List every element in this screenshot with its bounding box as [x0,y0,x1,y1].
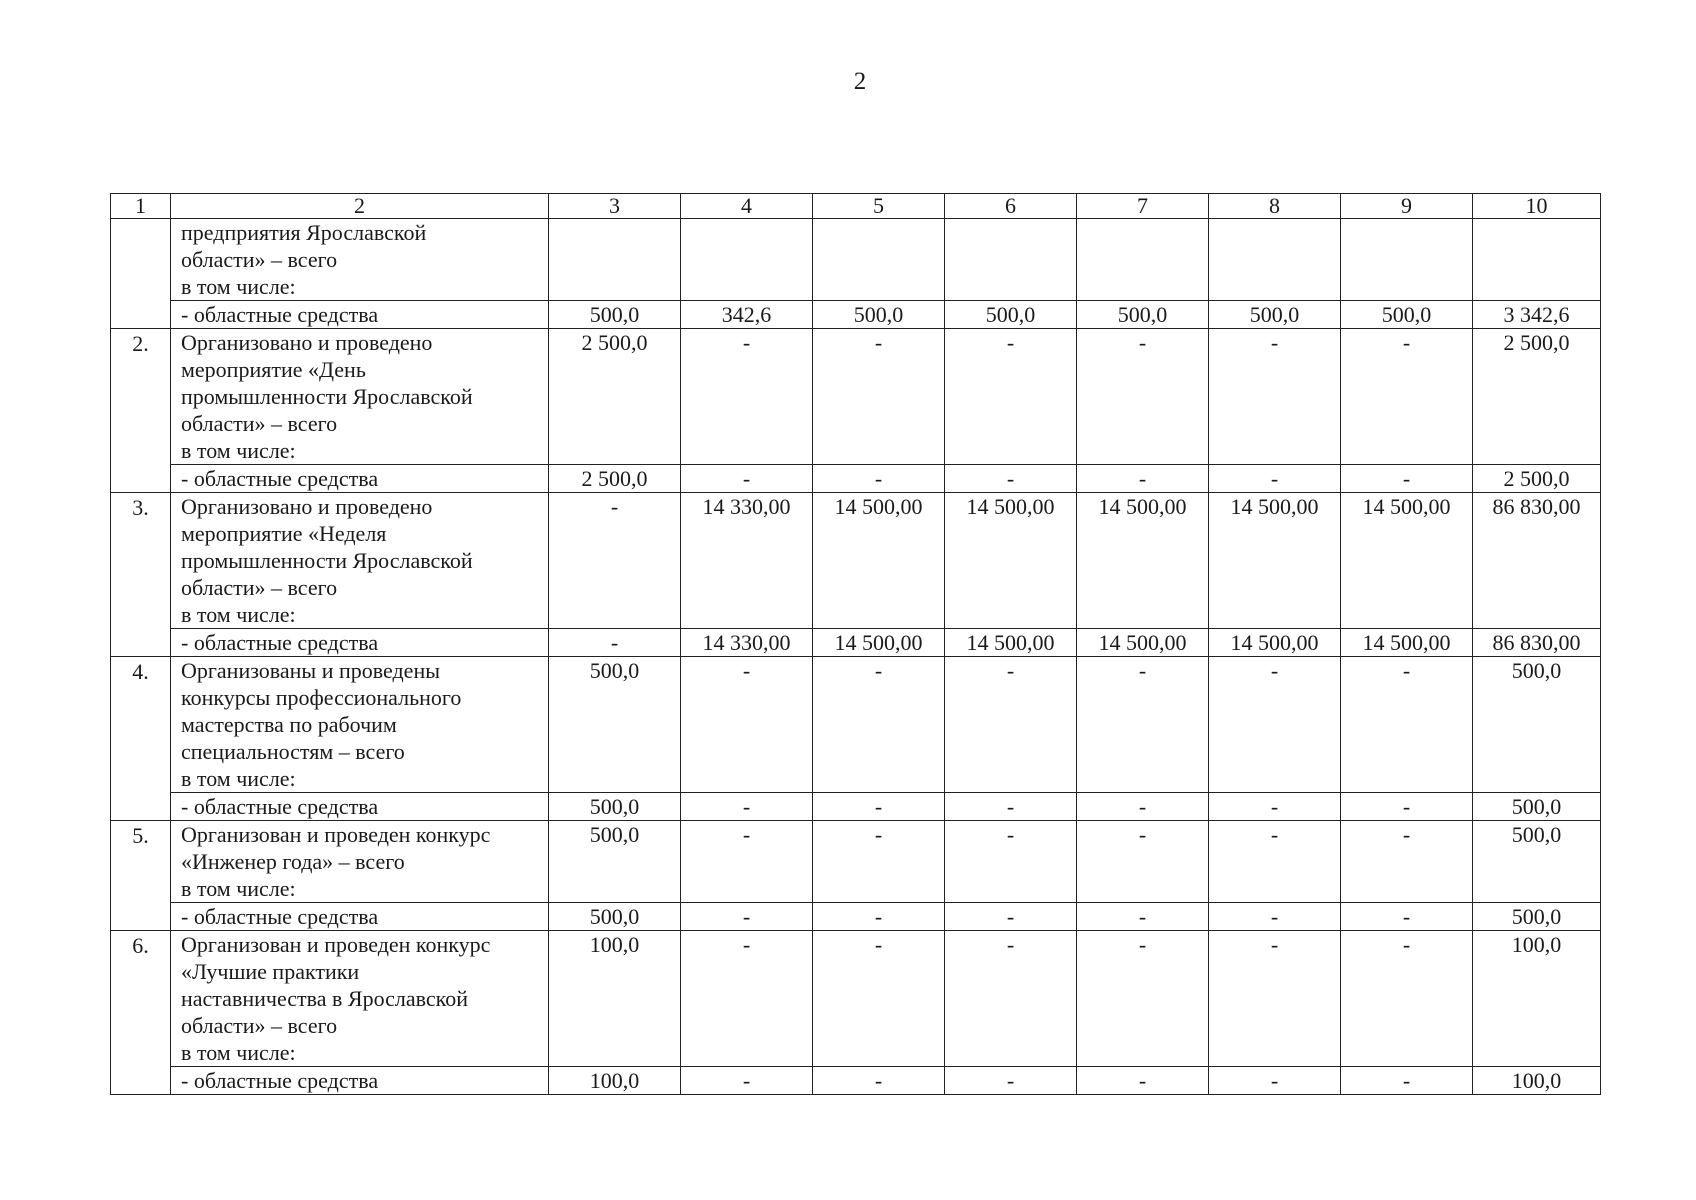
regional-funds-value: 2 500,0 [1473,465,1601,493]
table-row [111,821,1601,903]
regional-funds-value: 342,6 [681,301,813,329]
event-description: Организовано и проведено мероприятие «Неделя промышленности Ярославской области» – всего в том числе: [171,493,549,629]
regional-funds-value: 500,0 [1473,903,1601,931]
column-number-row [111,194,1601,219]
funding-value: 14 500,00 [945,493,1077,629]
funding-value: 100,0 [1473,931,1601,1067]
regional-funds-value: 100,0 [549,1067,681,1095]
funding-value: - [1209,657,1341,793]
funding-value: - [813,821,945,903]
funding-value: 86 830,00 [1473,493,1601,629]
regional-funds-value: - [681,903,813,931]
funding-value: - [681,657,813,793]
funding-value [1209,219,1341,301]
regional-funds-value: - [681,1067,813,1095]
column-number: 8 [1209,194,1341,219]
table-subrow [111,903,1601,931]
regional-funds-value: 14 330,00 [681,629,813,657]
regional-funds-value: 500,0 [549,903,681,931]
regional-funds-value: - [549,629,681,657]
funding-value: - [945,657,1077,793]
regional-funds-value: - [1341,465,1473,493]
column-number: 10 [1473,194,1601,219]
regional-funds-value: 14 500,00 [1341,629,1473,657]
funding-value: - [945,821,1077,903]
budget-table [110,193,1601,1095]
regional-funds-value: - [945,903,1077,931]
funding-value: - [813,931,945,1067]
column-number: 6 [945,194,1077,219]
regional-funds-value: - [681,793,813,821]
table-row [111,931,1601,1067]
regional-funds-value: - [945,1067,1077,1095]
regional-funds-value: 500,0 [813,301,945,329]
funding-value [1473,219,1601,301]
table-row [111,219,1601,301]
regional-funds-label: - областные средства [171,301,549,329]
regional-funds-label: - областные средства [171,465,549,493]
regional-funds-value: - [1209,903,1341,931]
funding-value [1341,219,1473,301]
regional-funds-value: - [813,793,945,821]
funding-value: - [945,931,1077,1067]
column-number: 1 [111,194,171,219]
regional-funds-value: 100,0 [1473,1067,1601,1095]
regional-funds-value: - [1209,1067,1341,1095]
regional-funds-value: - [1341,903,1473,931]
regional-funds-value: 500,0 [1209,301,1341,329]
row-number [111,219,171,329]
regional-funds-label: - областные средства [171,793,549,821]
funding-value: - [1341,329,1473,465]
funding-value: 14 500,00 [813,493,945,629]
row-number: 6. [111,931,171,1095]
event-description: Организовано и проведено мероприятие «День промышленности Ярославской области» – всего в том числе: [171,329,549,465]
regional-funds-value: - [945,793,1077,821]
regional-funds-value: - [1209,465,1341,493]
event-description: предприятия Ярославской области» – всего в том числе: [171,219,549,301]
funding-value: - [813,657,945,793]
regional-funds-label: - областные средства [171,629,549,657]
funding-value: - [681,931,813,1067]
funding-value: - [681,821,813,903]
regional-funds-value: 2 500,0 [549,465,681,493]
funding-value: 14 330,00 [681,493,813,629]
funding-value: - [1077,329,1209,465]
regional-funds-value: 500,0 [549,793,681,821]
table-subrow [111,793,1601,821]
regional-funds-value: 3 342,6 [1473,301,1601,329]
regional-funds-value: - [813,1067,945,1095]
funding-value: - [1209,931,1341,1067]
regional-funds-value: 14 500,00 [945,629,1077,657]
funding-value [945,219,1077,301]
table-row [111,657,1601,793]
event-description: Организован и проведен конкурс «Лучшие практики наставничества в Ярославской области» – всего в том числе: [171,931,549,1067]
regional-funds-value: - [1077,903,1209,931]
column-number: 9 [1341,194,1473,219]
row-number: 4. [111,657,171,821]
regional-funds-value: - [1341,793,1473,821]
regional-funds-label: - областные средства [171,903,549,931]
funding-value: - [549,493,681,629]
funding-value: - [1209,329,1341,465]
funding-value: - [1077,821,1209,903]
page-number: 2 [853,68,867,95]
event-description: Организованы и проведены конкурсы профессионального мастерства по рабочим специальностям – всего в том числе: [171,657,549,793]
regional-funds-value: 500,0 [1473,793,1601,821]
row-number: 5. [111,821,171,931]
regional-funds-value: 500,0 [1341,301,1473,329]
table-subrow [111,465,1601,493]
table-body [111,194,1601,1095]
funding-value: - [1209,821,1341,903]
funding-value: 500,0 [1473,657,1601,793]
column-number: 7 [1077,194,1209,219]
regional-funds-value: 86 830,00 [1473,629,1601,657]
regional-funds-value: - [1077,465,1209,493]
funding-value: 100,0 [549,931,681,1067]
funding-value: 500,0 [549,821,681,903]
table-row [111,493,1601,629]
regional-funds-value: 500,0 [945,301,1077,329]
regional-funds-value: - [945,465,1077,493]
funding-value: - [945,329,1077,465]
table-subrow [111,1067,1601,1095]
funding-value: - [681,329,813,465]
funding-value: - [1341,821,1473,903]
regional-funds-value: - [1077,1067,1209,1095]
table-subrow [111,301,1601,329]
regional-funds-value: 500,0 [549,301,681,329]
regional-funds-value: - [1077,793,1209,821]
column-number: 5 [813,194,945,219]
row-number: 3. [111,493,171,657]
regional-funds-value: - [1209,793,1341,821]
funding-value [813,219,945,301]
row-number: 2. [111,329,171,493]
column-number: 2 [171,194,549,219]
table-subrow [111,629,1601,657]
regional-funds-label: - областные средства [171,1067,549,1095]
funding-value: 500,0 [1473,821,1601,903]
regional-funds-value: 14 500,00 [1209,629,1341,657]
funding-value [1077,219,1209,301]
funding-value [549,219,681,301]
table-row [111,329,1601,465]
regional-funds-value: 14 500,00 [813,629,945,657]
funding-value: - [1341,657,1473,793]
regional-funds-value: 14 500,00 [1077,629,1209,657]
event-description: Организован и проведен конкурс «Инженер года» – всего в том числе: [171,821,549,903]
funding-value: 2 500,0 [549,329,681,465]
funding-value: - [813,329,945,465]
funding-value: 500,0 [549,657,681,793]
funding-value: 14 500,00 [1209,493,1341,629]
funding-value: 14 500,00 [1077,493,1209,629]
funding-value: - [1341,931,1473,1067]
column-number: 4 [681,194,813,219]
regional-funds-value: - [681,465,813,493]
funding-value: - [1077,657,1209,793]
column-number: 3 [549,194,681,219]
regional-funds-value: 500,0 [1077,301,1209,329]
regional-funds-value: - [1341,1067,1473,1095]
funding-value: 2 500,0 [1473,329,1601,465]
funding-value: 14 500,00 [1341,493,1473,629]
regional-funds-value: - [813,903,945,931]
funding-value [681,219,813,301]
funding-value: - [1077,931,1209,1067]
regional-funds-value: - [813,465,945,493]
